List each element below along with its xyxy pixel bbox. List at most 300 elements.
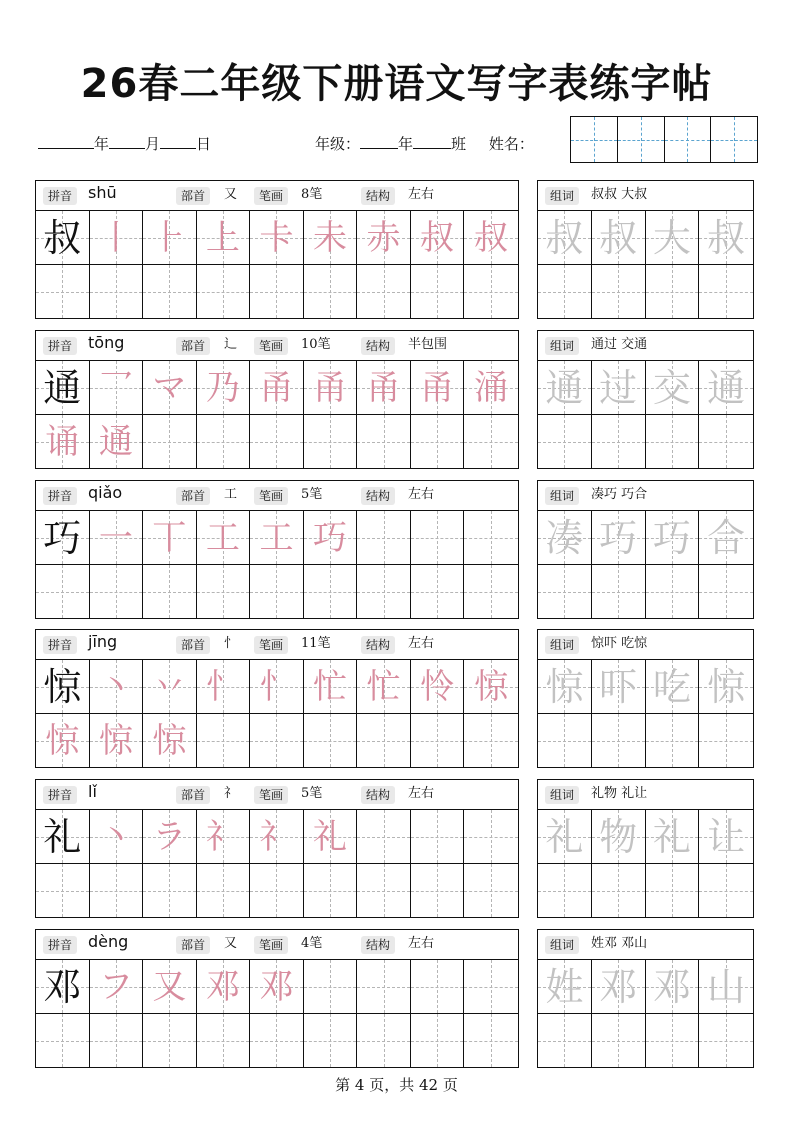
grid-cell[interactable] bbox=[592, 810, 646, 864]
grid-cell[interactable] bbox=[411, 864, 465, 917]
grid-cell[interactable] bbox=[411, 810, 465, 864]
grid-cell[interactable] bbox=[197, 960, 251, 1014]
grid-cell[interactable] bbox=[411, 565, 465, 618]
grid-cell[interactable] bbox=[411, 415, 465, 468]
grid-cell[interactable] bbox=[699, 810, 753, 864]
strokes-tag: 笔画 bbox=[254, 636, 288, 654]
grid-cell[interactable] bbox=[699, 415, 753, 468]
char-info-row bbox=[36, 930, 518, 960]
grid-cell[interactable] bbox=[646, 810, 700, 864]
grid-cell[interactable] bbox=[538, 511, 592, 565]
name-cell[interactable] bbox=[571, 117, 618, 162]
char-info-row bbox=[36, 780, 518, 810]
grid-cell[interactable] bbox=[36, 960, 90, 1014]
radical-value: 礻 bbox=[224, 786, 238, 801]
pinyin-tag: 拼音 bbox=[43, 786, 77, 804]
grid-cell[interactable] bbox=[304, 415, 358, 468]
strokes-tag: 笔画 bbox=[254, 936, 288, 954]
grid-cell[interactable] bbox=[646, 415, 700, 468]
char-info-row bbox=[36, 630, 518, 660]
grid-cell[interactable] bbox=[538, 265, 592, 318]
grid-cell[interactable] bbox=[464, 565, 518, 618]
grid-cell[interactable] bbox=[646, 511, 700, 565]
char-practice-block bbox=[35, 480, 519, 619]
grid-cell[interactable] bbox=[304, 714, 358, 767]
class-label: 班 bbox=[451, 135, 467, 153]
grid-cell[interactable] bbox=[197, 361, 251, 415]
stroke-step: 赤 bbox=[366, 217, 401, 258]
grid-cell[interactable] bbox=[250, 810, 304, 864]
stroke-step: 礻 bbox=[259, 816, 294, 857]
radical-tag: 部首 bbox=[176, 337, 210, 355]
structure-value: 左右 bbox=[408, 936, 435, 951]
pinyin-tag: 拼音 bbox=[43, 936, 77, 954]
trace-character: 叔 bbox=[599, 215, 638, 260]
grid-cell[interactable] bbox=[197, 660, 251, 714]
grid-cell[interactable] bbox=[592, 415, 646, 468]
grid-cell[interactable] bbox=[592, 361, 646, 415]
words-value: 叔叔 大叔 bbox=[591, 187, 648, 202]
trace-character: 山 bbox=[707, 964, 746, 1009]
grid-cell[interactable] bbox=[411, 511, 465, 565]
structure-tag: 结构 bbox=[361, 187, 395, 205]
trace-character: 邓 bbox=[652, 964, 691, 1009]
grid-cell[interactable] bbox=[304, 211, 358, 265]
grid-cell[interactable] bbox=[538, 714, 592, 767]
writing-grid[interactable] bbox=[36, 810, 518, 917]
strokes-tag: 笔画 bbox=[254, 487, 288, 505]
words-tag: 组词 bbox=[545, 487, 579, 505]
grid-cell[interactable] bbox=[357, 265, 411, 318]
grid-cell[interactable] bbox=[464, 864, 518, 917]
word-info-row bbox=[538, 930, 753, 960]
grid-cell[interactable] bbox=[699, 960, 753, 1014]
grid-cell[interactable] bbox=[464, 660, 518, 714]
grid-cell[interactable] bbox=[538, 361, 592, 415]
grid-cell[interactable] bbox=[699, 361, 753, 415]
grid-cell[interactable] bbox=[646, 361, 700, 415]
grid-cell[interactable] bbox=[304, 565, 358, 618]
grid-cell[interactable] bbox=[646, 1014, 700, 1067]
stroke-step: 巧 bbox=[313, 517, 347, 558]
grid-cell[interactable] bbox=[592, 265, 646, 318]
word-practice-block bbox=[537, 629, 754, 768]
grid-cell[interactable] bbox=[143, 511, 197, 565]
grid-cell[interactable] bbox=[538, 660, 592, 714]
grid-cell[interactable] bbox=[357, 960, 411, 1014]
words-value: 通过 交通 bbox=[591, 337, 648, 352]
radical-tag: 部首 bbox=[176, 936, 210, 954]
grid-cell[interactable] bbox=[197, 714, 251, 767]
grid-cell[interactable] bbox=[411, 361, 465, 415]
grid-cell[interactable] bbox=[699, 565, 753, 618]
grid-cell[interactable] bbox=[143, 565, 197, 618]
grid-cell[interactable] bbox=[538, 415, 592, 468]
radical-tag: 部首 bbox=[176, 187, 210, 205]
grid-cell[interactable] bbox=[646, 211, 700, 265]
grid-cell[interactable] bbox=[36, 565, 90, 618]
grid-cell[interactable] bbox=[646, 960, 700, 1014]
page-title: 26春二年级下册语文写字表练字帖 bbox=[80, 61, 713, 107]
grid-cell[interactable] bbox=[464, 211, 518, 265]
trace-character: 叔 bbox=[707, 215, 746, 260]
grid-cell[interactable] bbox=[90, 810, 144, 864]
name-cell[interactable] bbox=[711, 117, 757, 162]
name-cell[interactable] bbox=[665, 117, 712, 162]
structure-tag: 结构 bbox=[361, 487, 395, 505]
stroke-step: 忄 bbox=[259, 666, 294, 707]
grid-cell[interactable] bbox=[464, 361, 518, 415]
grid-cell[interactable] bbox=[592, 565, 646, 618]
writing-grid[interactable] bbox=[36, 361, 518, 468]
grid-cell[interactable] bbox=[250, 211, 304, 265]
stroke-step: 叔 bbox=[474, 217, 509, 258]
grid-cell[interactable] bbox=[36, 511, 90, 565]
grid-cell[interactable] bbox=[143, 714, 197, 767]
strokes-tag: 笔画 bbox=[254, 337, 288, 355]
writing-grid[interactable] bbox=[538, 511, 753, 618]
grid-cell[interactable] bbox=[411, 660, 465, 714]
pinyin-value: qiǎo bbox=[88, 483, 123, 502]
grid-cell[interactable] bbox=[36, 211, 90, 265]
model-character: 通 bbox=[43, 365, 82, 410]
stroke-step: 忄 bbox=[205, 666, 240, 707]
grid-cell[interactable] bbox=[592, 211, 646, 265]
model-character: 叔 bbox=[43, 215, 82, 260]
word-info-row bbox=[538, 331, 753, 361]
grid-cell[interactable] bbox=[411, 1014, 465, 1067]
grid-cell[interactable] bbox=[699, 864, 753, 917]
structure-tag: 结构 bbox=[361, 936, 395, 954]
name-label: 姓名： bbox=[488, 135, 534, 153]
grid-cell[interactable] bbox=[357, 660, 411, 714]
grid-cell[interactable] bbox=[699, 660, 753, 714]
grid-cell[interactable] bbox=[90, 960, 144, 1014]
grid-cell[interactable] bbox=[411, 211, 465, 265]
words-value: 凑巧 巧合 bbox=[591, 487, 648, 502]
grid-cell[interactable] bbox=[143, 415, 197, 468]
grade-year-label: 年 bbox=[398, 135, 414, 153]
grid-cell[interactable] bbox=[464, 265, 518, 318]
trace-character: 礼 bbox=[545, 814, 584, 859]
grid-cell[interactable] bbox=[143, 864, 197, 917]
grid-cell[interactable] bbox=[197, 810, 251, 864]
trace-character: 交 bbox=[652, 365, 691, 410]
grid-cell[interactable] bbox=[304, 265, 358, 318]
words-value: 惊吓 吃惊 bbox=[591, 636, 648, 651]
grid-cell[interactable] bbox=[250, 714, 304, 767]
trace-character: 过 bbox=[599, 365, 638, 410]
grid-cell[interactable] bbox=[143, 265, 197, 318]
grid-cell[interactable] bbox=[143, 660, 197, 714]
grid-cell[interactable] bbox=[143, 361, 197, 415]
grid-cell[interactable] bbox=[538, 810, 592, 864]
grid-cell[interactable] bbox=[36, 660, 90, 714]
stroke-step: マ bbox=[152, 367, 187, 408]
trace-character: 凑 bbox=[545, 515, 584, 560]
grid-cell[interactable] bbox=[304, 864, 358, 917]
grid-cell[interactable] bbox=[250, 864, 304, 917]
grid-cell[interactable] bbox=[304, 361, 358, 415]
stroke-step: ⺊ bbox=[152, 217, 187, 258]
grid-cell[interactable] bbox=[646, 565, 700, 618]
grid-cell[interactable] bbox=[250, 265, 304, 318]
writing-grid[interactable] bbox=[36, 511, 518, 618]
grid-cell[interactable] bbox=[464, 714, 518, 767]
stroke-step: ラ bbox=[152, 816, 187, 857]
stroke-step: 甬 bbox=[420, 367, 455, 408]
stroke-step: 丨 bbox=[98, 217, 133, 258]
grid-cell[interactable] bbox=[646, 265, 700, 318]
grid-cell[interactable] bbox=[464, 511, 518, 565]
grid-cell[interactable] bbox=[143, 960, 197, 1014]
writing-grid[interactable] bbox=[36, 660, 518, 767]
radical-tag: 部首 bbox=[176, 487, 210, 505]
structure-value: 半包围 bbox=[408, 337, 448, 352]
grid-cell[interactable] bbox=[646, 864, 700, 917]
word-info-row bbox=[538, 780, 753, 810]
word-info-row bbox=[538, 181, 753, 211]
word-info-row bbox=[538, 630, 753, 660]
grid-cell[interactable] bbox=[36, 361, 90, 415]
grid-cell[interactable] bbox=[357, 211, 411, 265]
grid-cell[interactable] bbox=[646, 714, 700, 767]
grid-cell[interactable] bbox=[538, 960, 592, 1014]
strokes-tag: 笔画 bbox=[254, 187, 288, 205]
trace-character: 通 bbox=[707, 365, 746, 410]
grid-cell[interactable] bbox=[699, 211, 753, 265]
strokes-value: 5笔 bbox=[301, 487, 323, 502]
grid-cell[interactable] bbox=[357, 1014, 411, 1067]
grid-cell[interactable] bbox=[90, 511, 144, 565]
grid-cell[interactable] bbox=[36, 810, 90, 864]
writing-grid[interactable] bbox=[538, 211, 753, 318]
grade-line bbox=[315, 133, 534, 154]
grid-cell[interactable] bbox=[699, 511, 753, 565]
pinyin-tag: 拼音 bbox=[43, 187, 77, 205]
grid-cell[interactable] bbox=[197, 415, 251, 468]
grid-cell[interactable] bbox=[143, 1014, 197, 1067]
grid-cell[interactable] bbox=[90, 864, 144, 917]
stroke-step: 丷 bbox=[152, 666, 187, 707]
grid-cell[interactable] bbox=[357, 565, 411, 618]
word-practice-block bbox=[537, 330, 754, 469]
grid-cell[interactable] bbox=[36, 265, 90, 318]
grid-cell[interactable] bbox=[143, 211, 197, 265]
grid-cell[interactable] bbox=[357, 810, 411, 864]
grid-cell[interactable] bbox=[250, 361, 304, 415]
name-cell[interactable] bbox=[618, 117, 665, 162]
stroke-step: フ bbox=[98, 966, 133, 1007]
grid-cell[interactable] bbox=[304, 1014, 358, 1067]
grid-cell[interactable] bbox=[197, 565, 251, 618]
grid-cell[interactable] bbox=[411, 265, 465, 318]
structure-tag: 结构 bbox=[361, 337, 395, 355]
grid-cell[interactable] bbox=[646, 660, 700, 714]
grid-cell[interactable] bbox=[357, 511, 411, 565]
grid-cell[interactable] bbox=[411, 714, 465, 767]
grid-cell[interactable] bbox=[464, 960, 518, 1014]
grid-cell[interactable] bbox=[36, 415, 90, 468]
grid-cell[interactable] bbox=[592, 660, 646, 714]
char-info-row bbox=[36, 331, 518, 361]
stroke-step: 忙 bbox=[366, 666, 401, 707]
grid-cell[interactable] bbox=[357, 361, 411, 415]
grid-cell[interactable] bbox=[90, 565, 144, 618]
grid-cell[interactable] bbox=[250, 565, 304, 618]
char-info-row bbox=[36, 181, 518, 211]
grid-cell[interactable] bbox=[250, 415, 304, 468]
grid-cell[interactable] bbox=[538, 211, 592, 265]
month-blank[interactable] bbox=[109, 135, 145, 149]
grid-cell[interactable] bbox=[699, 265, 753, 318]
words-tag: 组词 bbox=[545, 936, 579, 954]
strokes-value: 8笔 bbox=[301, 187, 323, 202]
model-character: 惊 bbox=[43, 664, 82, 709]
stroke-step: 邓 bbox=[205, 966, 240, 1007]
stroke-step: 惊 bbox=[98, 720, 133, 761]
strokes-tag: 笔画 bbox=[254, 786, 288, 804]
writing-grid[interactable] bbox=[36, 211, 518, 318]
grid-cell[interactable] bbox=[36, 1014, 90, 1067]
grid-cell[interactable] bbox=[357, 415, 411, 468]
day-blank[interactable] bbox=[160, 135, 196, 149]
grid-cell[interactable] bbox=[357, 864, 411, 917]
model-character: 礼 bbox=[43, 814, 82, 859]
radical-value: 又 bbox=[224, 187, 238, 202]
radical-value: 工 bbox=[224, 487, 238, 502]
stroke-step: 又 bbox=[152, 966, 187, 1007]
grid-cell[interactable] bbox=[90, 415, 144, 468]
trace-character: 姓 bbox=[545, 964, 584, 1009]
words-tag: 组词 bbox=[545, 337, 579, 355]
grid-cell[interactable] bbox=[36, 864, 90, 917]
stroke-step: 丶 bbox=[98, 816, 133, 857]
stroke-step: 一 bbox=[98, 517, 133, 558]
stroke-step: 乃 bbox=[205, 367, 240, 408]
grid-cell[interactable] bbox=[90, 265, 144, 318]
stroke-step: 惊 bbox=[45, 720, 80, 761]
grid-cell[interactable] bbox=[304, 511, 358, 565]
writing-grid[interactable] bbox=[538, 660, 753, 767]
stroke-step: 工 bbox=[259, 517, 294, 558]
stroke-step: 叔 bbox=[420, 217, 455, 258]
grid-cell[interactable] bbox=[250, 660, 304, 714]
model-character: 巧 bbox=[43, 515, 82, 560]
grid-cell[interactable] bbox=[464, 810, 518, 864]
name-grid[interactable] bbox=[570, 116, 758, 163]
writing-grid[interactable] bbox=[538, 361, 753, 468]
grade-blank[interactable] bbox=[360, 135, 398, 149]
pinyin-tag: 拼音 bbox=[43, 337, 77, 355]
grid-cell[interactable] bbox=[197, 1014, 251, 1067]
grid-cell[interactable] bbox=[592, 511, 646, 565]
words-value: 姓邓 邓山 bbox=[591, 936, 648, 951]
grid-cell[interactable] bbox=[250, 511, 304, 565]
grid-cell[interactable] bbox=[538, 565, 592, 618]
grid-cell[interactable] bbox=[304, 660, 358, 714]
grade-label: 年级： bbox=[315, 135, 361, 153]
stroke-step: 涌 bbox=[474, 367, 509, 408]
year-label: 年 bbox=[94, 135, 110, 153]
grid-cell[interactable] bbox=[592, 960, 646, 1014]
grid-cell[interactable] bbox=[250, 1014, 304, 1067]
year-blank[interactable] bbox=[38, 135, 94, 149]
trace-character: 吓 bbox=[599, 664, 638, 709]
word-practice-block bbox=[537, 929, 754, 1068]
structure-tag: 结构 bbox=[361, 786, 395, 804]
word-practice-block bbox=[537, 180, 754, 319]
trace-character: 邓 bbox=[599, 964, 638, 1009]
radical-tag: 部首 bbox=[176, 636, 210, 654]
page-footer: 第 4 页，共 42 页 bbox=[335, 1076, 458, 1094]
grid-cell[interactable] bbox=[90, 211, 144, 265]
date-line bbox=[38, 133, 211, 154]
class-blank[interactable] bbox=[413, 135, 451, 149]
model-character: 邓 bbox=[43, 964, 82, 1009]
writing-grid[interactable] bbox=[36, 960, 518, 1067]
grid-cell[interactable] bbox=[592, 1014, 646, 1067]
grid-cell[interactable] bbox=[357, 714, 411, 767]
char-practice-block bbox=[35, 779, 519, 918]
word-practice-block bbox=[537, 480, 754, 619]
stroke-step: 惊 bbox=[474, 666, 509, 707]
stroke-step: 卡 bbox=[259, 217, 294, 258]
grid-cell[interactable] bbox=[90, 361, 144, 415]
grid-cell[interactable] bbox=[304, 810, 358, 864]
grid-cell[interactable] bbox=[304, 960, 358, 1014]
grid-cell[interactable] bbox=[538, 1014, 592, 1067]
grid-cell[interactable] bbox=[411, 960, 465, 1014]
pinyin-value: tōng bbox=[88, 333, 125, 352]
grid-cell[interactable] bbox=[197, 511, 251, 565]
trace-character: 礼 bbox=[652, 814, 691, 859]
trace-character: 巧 bbox=[599, 515, 638, 560]
strokes-value: 5笔 bbox=[301, 786, 323, 801]
trace-character: 让 bbox=[707, 814, 746, 859]
char-practice-block bbox=[35, 180, 519, 319]
char-practice-block bbox=[35, 330, 519, 469]
char-practice-block bbox=[35, 629, 519, 768]
grid-cell[interactable] bbox=[250, 960, 304, 1014]
trace-character: 物 bbox=[599, 814, 638, 859]
grid-cell[interactable] bbox=[592, 714, 646, 767]
grid-cell[interactable] bbox=[197, 864, 251, 917]
grid-cell[interactable] bbox=[143, 810, 197, 864]
grid-cell[interactable] bbox=[538, 864, 592, 917]
grid-cell[interactable] bbox=[197, 265, 251, 318]
grid-cell[interactable] bbox=[90, 660, 144, 714]
grid-cell[interactable] bbox=[90, 714, 144, 767]
writing-grid[interactable] bbox=[538, 810, 753, 917]
grid-cell[interactable] bbox=[197, 211, 251, 265]
grid-cell[interactable] bbox=[699, 1014, 753, 1067]
trace-character: 巧 bbox=[652, 515, 691, 560]
stroke-step: 礻 bbox=[205, 816, 240, 857]
structure-value: 左右 bbox=[408, 487, 435, 502]
grid-cell[interactable] bbox=[699, 714, 753, 767]
grid-cell[interactable] bbox=[592, 864, 646, 917]
grid-cell[interactable] bbox=[36, 714, 90, 767]
grid-cell[interactable] bbox=[90, 1014, 144, 1067]
grid-cell[interactable] bbox=[464, 1014, 518, 1067]
writing-grid[interactable] bbox=[538, 960, 753, 1067]
stroke-step: 怜 bbox=[420, 666, 455, 707]
trace-character: 大 bbox=[652, 215, 691, 260]
trace-character: 吃 bbox=[652, 664, 691, 709]
structure-tag: 结构 bbox=[361, 636, 395, 654]
grid-cell[interactable] bbox=[464, 415, 518, 468]
